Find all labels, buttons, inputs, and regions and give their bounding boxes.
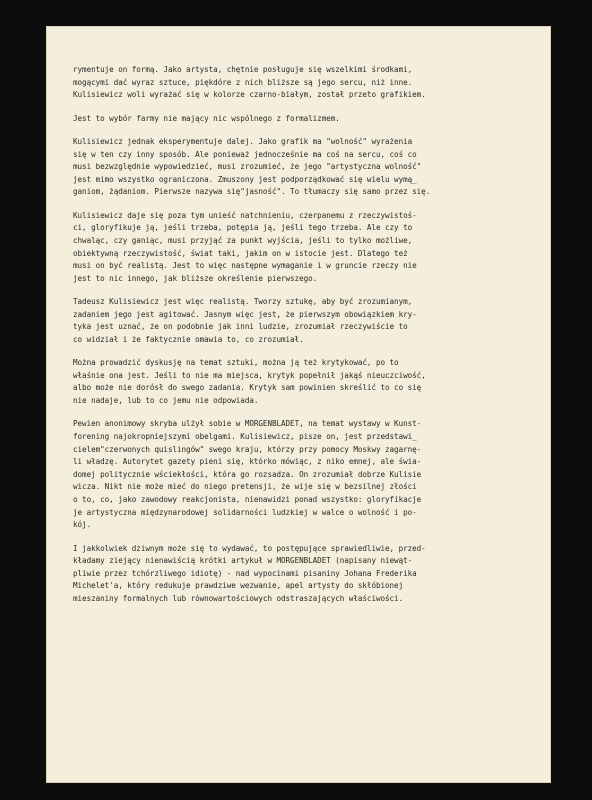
text-line: mogącymi dać wyraz sztuce, piękdóre z nich bliższe są jego sercu, niż inne. — [73, 77, 413, 87]
text-line: je artystyczna międzynarodowej solidarności ludzkiej w walce o wolność i po- — [73, 507, 417, 517]
text-line: I jakkolwiek dziwnym może się to wydawać, to postępujące sprawiedliwie, przed- — [73, 543, 426, 553]
text-line: ganiom, żądaniom. Pierwsze nazywa się"jasność". To tłumaczy się samo przez się. — [73, 187, 431, 197]
text-line: Kulisiewicz woli wyrażać się w kolorze czarno-białym, został przeto grafikiem. — [73, 90, 426, 100]
paragraph — [73, 418, 525, 531]
paragraph — [73, 136, 525, 199]
text-line: wicza. Nikt nie może mieć do niego pretensji, że wije się w bezsilnej złości — [73, 482, 417, 492]
text-line: jest to nic innego, jak bliższe określenie pierwszego. — [73, 273, 318, 283]
paragraph — [73, 210, 525, 286]
text-line: obiektywną rzeczywistość, świat taki, jakim on w istocie jest. Dlatego też — [73, 248, 408, 258]
text-line: pliwie przez tchórzliwego idiotę) - nad wypocinami pisaniny Johana Frederika — [73, 568, 417, 578]
text-line: musi bezwzględnie wypowiedzieć, musi zrozumieć, że jego "artystyczna wolność" — [73, 162, 422, 172]
text-line: forening najokropniejszymi obelgami. Kulisiewicz, pisze on, jest przedstawi_ — [73, 432, 417, 442]
text-line: Jest to wybór farmy nie mający nic wspólnego z formalizmem. — [73, 113, 340, 123]
text-line: nie nadaje, lub to co jemu nie odpowiada. — [73, 396, 259, 406]
text-line: li władzę. Autorytet gazety pieni się, którko mówiąc, z niko emnej, ale świa- — [73, 457, 422, 467]
text-line: o to, co, jako zawodowy reakcjonista, nienawidzi ponad wszystko: gloryfikacje — [73, 495, 422, 504]
text-line: się w ten czy inny sposób. Ale ponieważ jednocześnie ma coś na sercu, coś co — [73, 149, 417, 159]
text-line: zadaniem jego jest agitować. Jasnym więc jest, że pierwszym obowiązkiem kry- — [73, 309, 417, 319]
text-line: Michelet'a, który redukuje prawdziwe wezwanie, apel artysty do skłóbionej — [73, 581, 404, 591]
paragraph — [73, 113, 525, 126]
paragraph — [73, 543, 525, 606]
text-line: Pewien anonimowy skryba ulżył sobie w MORGENBLADET, na temat wystawy w Kunst- — [73, 419, 422, 429]
text-line: kładamy ziejący nienawiścią krótki artykuł w MORGENBLADET (napisany niewąt- — [73, 556, 413, 566]
document-body — [73, 64, 525, 616]
text-line: ci, gloryfikuje ją, jeśli trzeba, potępia ją, jeśli tego trzeba. Ale czy to — [73, 223, 413, 233]
text-line: mieszaniny formalnych lub równowartościowych odstraszających właściwości. — [73, 593, 404, 603]
paragraph — [73, 296, 525, 346]
text-line: domej politycznie wściekłości, która go rozsadza. On zrozumiał dobrze Kulisie — [73, 469, 422, 479]
text-line: cielem"czerwonych quislingów" swego kraju, którzy przy pomocy Moskwy zagarnę- — [73, 444, 422, 454]
text-line: Kulisiewicz jednak eksperymentuje dalej. Jako grafik ma "wolność" wyrażenia — [73, 136, 413, 146]
text-line: Kulisiewicz daje się poza tym unieść natchnieniu, czerpanemu z rzeczywistoś- — [73, 210, 417, 220]
paragraph — [73, 357, 525, 407]
text-line: Można prowadzić dyskusję na temat sztuki, można ją też krytykować, po to — [73, 358, 399, 368]
text-line: właśnie ona jest. Jeśli to nie ma miejsca, krytyk popełnił jakąś nieuczciwość, — [73, 370, 426, 380]
text-line: Tadeusz Kulisiewicz jest więc realistą. Tworzy sztukę, aby być zrozumianym, — [73, 297, 413, 307]
text-line: co widział i że faktycznie omawia to, co zrozumiał. — [73, 334, 304, 344]
text-line: albo może nie dorósł do swego zadania. Krytyk sam powinien skreślić to co się — [73, 383, 422, 393]
text-line: jest mimo wszystko ograniczona. Zmuszony jest podporządkować się wielu wymą_ — [73, 174, 417, 184]
paragraph — [73, 64, 525, 102]
text-line: chwaląc, czy ganiąc, musi przyjąć za punkt wyjścia, jeśli to tylko możliwe, — [73, 235, 413, 245]
text-line: rymentuje on formą. Jako artysta, chętnie posługuje się wszelkimi środkami, — [73, 65, 413, 74]
text-line: musi on być realistą. Jest to więc następne wymaganie i w gruncie rzeczy nie — [73, 261, 417, 271]
text-line: tyka jest uznać, że on podobnie jak inni ludzie, zrozumiał rzeczywiście to — [73, 322, 408, 332]
text-line: kój. — [73, 520, 92, 530]
